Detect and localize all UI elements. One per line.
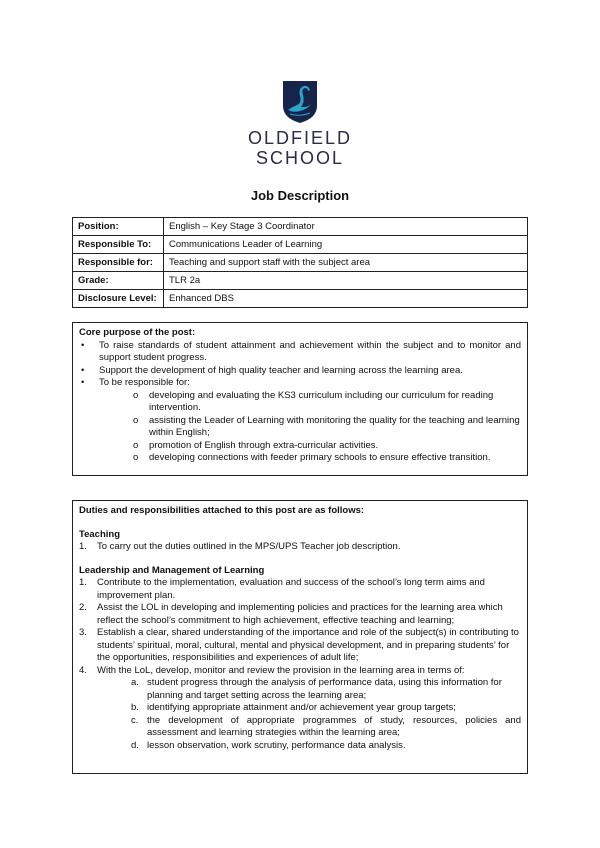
item-text: To carry out the duties outlined in the MPS/UPS Teacher job description. — [97, 541, 401, 552]
responsible-to-value: Communications Leader of Learning — [164, 236, 528, 254]
sub-bullet-text: developing connections with feeder primary schools to ensure effective transition. — [149, 452, 491, 463]
item-number: 2. — [79, 602, 87, 613]
teaching-heading: Teaching — [79, 528, 120, 540]
item-text: student progress through the analysis of performance data, using this information for planning and target setting across the learning area; — [147, 677, 502, 701]
responsible-for-label: Responsible for: — [73, 254, 164, 272]
item-text: identifying appropriate attainment and/or achievement year group targets; — [147, 702, 456, 713]
sub-bullet-text: developing and evaluating the KS3 curriculum including our curriculum for reading intervention. — [149, 389, 494, 413]
document-title: Job Description — [250, 188, 350, 203]
sub-bullet-marker: o — [133, 389, 139, 401]
list-item — [79, 390, 521, 415]
list-item — [79, 702, 521, 715]
item-number: 3. — [79, 627, 87, 638]
school-name-line1: OLDFIELD — [247, 128, 353, 148]
list-item — [79, 627, 521, 665]
bullet-text: To be responsible for: — [99, 377, 190, 388]
list-item — [79, 541, 521, 554]
disclosure-level-label: Disclosure Level: — [73, 290, 164, 308]
list-item — [79, 740, 521, 753]
list-item — [79, 415, 521, 440]
list-item — [79, 452, 521, 465]
responsible-for-value: Teaching and support staff with the subject area — [164, 254, 528, 272]
sub-bullet-text: assisting the Leader of Learning with monitoring the quality for the teaching and learning within English; — [149, 414, 520, 438]
list-item — [79, 577, 521, 602]
item-number: 1. — [79, 541, 87, 552]
item-letter: c. — [131, 714, 139, 726]
list-item — [79, 365, 521, 378]
list-item — [79, 602, 521, 627]
bullet-icon: • — [81, 364, 85, 376]
school-name — [0, 128, 600, 168]
item-text: the development of appropriate programmes of study, resources, policies and assessment and learning strategies within the learning area; — [147, 714, 521, 738]
bullet-icon: • — [81, 377, 85, 388]
position-label: Position: — [73, 218, 164, 236]
item-letter: d. — [131, 739, 139, 751]
position-value: English – Key Stage 3 Coordinator — [164, 218, 528, 236]
item-text: With the LoL, develop, monitor and review the provision in the learning area in terms of: — [97, 664, 465, 676]
core-purpose-heading: Core purpose of the post: — [79, 327, 196, 338]
item-text: Contribute to the implementation, evaluation and success of the school’s long term aims and improvement plan. — [97, 577, 485, 601]
leadership-heading: Leadership and Management of Learning — [79, 564, 265, 576]
duties-section — [72, 500, 528, 774]
item-text: Assist the LOL in developing and implementing policies and practices for the learning area which reflect the school’s commitment to high achievement, effective teaching and learning; — [97, 602, 503, 626]
list-item — [79, 440, 521, 453]
item-text: lesson observation, work scrutiny, performance data analysis. — [147, 739, 406, 751]
list-item — [79, 377, 521, 390]
swan-crest-icon — [282, 80, 318, 124]
sub-bullet-marker: o — [133, 439, 139, 451]
sub-bullet-marker: o — [133, 452, 139, 463]
disclosure-level-value: Enhanced DBS — [164, 290, 528, 308]
item-letter: b. — [131, 702, 139, 713]
core-purpose-section — [72, 322, 528, 476]
item-number: 1. — [79, 577, 87, 588]
table-row — [73, 290, 528, 308]
item-letter: a. — [131, 677, 139, 688]
job-info-table — [72, 217, 528, 308]
bullet-text: Support the development of high quality teacher and learning across the learning area. — [99, 364, 463, 376]
bullet-icon: • — [81, 339, 85, 351]
responsible-to-label: Responsible To: — [73, 236, 164, 254]
grade-label: Grade: — [73, 272, 164, 290]
table-row — [73, 218, 528, 236]
list-item — [79, 665, 521, 678]
bullet-text: To raise standards of student attainment and achievement within the subject and to monitor and support student progress. — [99, 339, 521, 363]
sub-bullet-text: promotion of English through extra-curricular activities. — [149, 439, 379, 451]
table-row — [73, 236, 528, 254]
list-item — [79, 340, 521, 365]
table-row — [73, 254, 528, 272]
grade-value: TLR 2a — [164, 272, 528, 290]
table-row — [73, 272, 528, 290]
item-number: 4. — [79, 664, 87, 676]
school-logo — [0, 80, 600, 168]
list-item — [79, 715, 521, 740]
item-text: Establish a clear, shared understanding of the importance and role of the subject(s) in contributing to students’ spiritual, moral, cultural, mental and physical development, and in preparing students’ for the opportunities, responsibilities and experiences of adult life; — [97, 627, 519, 663]
sub-bullet-marker: o — [133, 414, 139, 426]
duties-heading: Duties and responsibilities attached to this post are as follows: — [79, 505, 365, 516]
list-item — [79, 677, 521, 702]
school-name-line2: SCHOOL — [255, 148, 345, 168]
